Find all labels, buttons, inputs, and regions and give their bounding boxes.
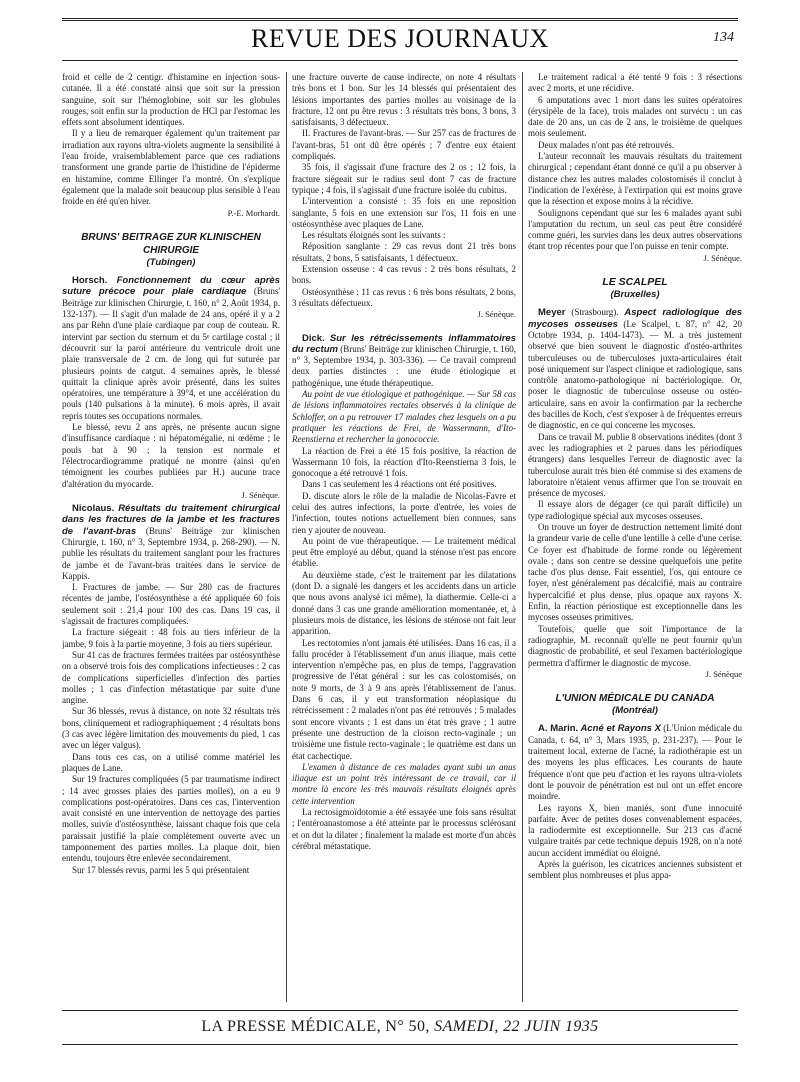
author-signature: J. Sénèque. <box>703 252 742 263</box>
paragraph: Soulignons cependant que sur les 6 malades ayant subi l'amputation du rectum, un seul cas peut être considéré comme guéri, les survies dans les deux autres observations étant trop récentes pour que l'on puisse en tenir compte. <box>528 207 742 252</box>
paragraph: Au point de vue étiologique et pathogénique. — Sur 58 cas de lésions inflammatoires rectales observés à la clinique de Schloffer, on a pu retrouver 17 malades chez lesquels on a pu pratiquer les réactions de Frei, de Wassermann, d'Ito-Reenstierna et rechercher la gonococcie. <box>292 389 516 445</box>
author-signature: J. Sénèque. <box>241 489 280 500</box>
paragraph: Il essaye alors de dégager (ce qui paraît difficile) un type radiologique spécial aux mycoses osseuses. <box>528 499 742 521</box>
paragraph: Après la guérison, les cicatrices anciennes subsistent et semblent plus nombreuses et plus appa- <box>528 859 742 881</box>
paragraph: Les rayons X, bien maniés, sont d'une innocuité parfaite. Avec de petites doses convenablement espacées, la radiodermite est exceptionnelle. Sur 213 cas d'acné vulgaire traités par cette technique depuis 1928, on n'a noté aucun accident immédiat ou éloigné. <box>528 802 742 858</box>
paragraph: Extension osseuse : 4 cas revus : 2 très bons résultats, 2 bons. <box>292 264 516 286</box>
article-author: Meyer <box>538 307 566 319</box>
paragraph: Sur 19 fractures compliquées (5 par traumatisme indirect ; 14 avec grosses plaies des parties molles), on a eu 9 complications post-opératoires. Dans ces cas, l'intervention avait consisté en une intervention de nettoyage des parties molles, suivie d'ostéosynthèse, laissant chaque fois que cela paraissait justifié la plaie complètement ouverte avec un tamponnement des parties molles. La plaque doit, bien entendu, toujours être enlevée secondairement. <box>62 774 280 864</box>
paragraph: une fracture ouverte de cause indirecte, on note 4 résultats très bons et 1 bon. Sur les 14 blessés qui présentaient des lésions importantes des parties molles au voisinage de la fracture, 12 ont pu être revus : 3 résultats très bons, 3 bons, 3 satisfaisants, 3 défectueux. <box>292 72 516 128</box>
journal-section-city: (Bruxelles) <box>610 289 660 301</box>
paragraph: Dans ce travail M. publie 8 observations inédites (dont 3 avec les radiographies et 2 parues dans les périodiques étrangers) dans lesquelles l'erreur de diagnostic avec la tuberculose aurait très bien été commise si des examens de laboratoire n'étaient venus affirmer que l'on se trouvait en présence de mycoses. <box>528 431 742 499</box>
article-author: Nicolaus. <box>72 503 115 515</box>
paragraph: L'examen à distance de ces malades ayant subi un anus iliaque est un point très intéressant de ce travail, car il montre là encore les très mauvais résultats éloignés après cette intervention <box>292 761 516 806</box>
article-entry <box>62 503 280 582</box>
article-author: Dick. <box>302 332 325 344</box>
paragraph: Sur 41 cas de fractures fermées traitées par ostéosynthèse on a observé trois fois des complications infectieuses : 2 cas de complications superficielles d'infection des parties molles ; 1 cas d'infection métastatique par suite d'une angine. <box>62 649 280 706</box>
article-title: Sur les rétrécissements inflammatoires du rectum <box>292 332 516 355</box>
paragraph: L'auteur reconnaît les mauvais résultats du traitement chirurgical ; cependant étant donné ce qu'il a pu observer à distance chez les autres malades colostomisés il conclut à l'indication de l'exérèse, à l'extirpation qui est moins grave que la résection et expose moins à la récidive. <box>528 151 742 207</box>
paragraph: La rectosigmoïdotomie a été essayée une fois sans résultat ; l'entéroanastomose a été atteinte par le processus sclérosant et on dut la dilater ; finalement la malade est morte d'un abcès cérébral métastatique. <box>292 807 516 851</box>
journal-section-city: (Tubingen) <box>146 256 196 268</box>
paragraph: Dans tous ces cas, on a utilisé comme matériel les plaques de Lane. <box>62 751 280 773</box>
paragraph: Le traitement radical a été tenté 9 fois : 3 résections avec 2 morts, et une récidive. <box>528 72 742 94</box>
paragraph: Réposition sanglante : 29 cas revus dont 21 très bons résultats, 2 bons, 5 satisfaisants, 1 défectueux. <box>292 241 516 263</box>
page-number: 134 <box>713 30 734 45</box>
journal-section-title: BRUNS' BEITRAGE ZUR KLINISCHEN CHIRURGIE <box>81 231 261 256</box>
paragraph: I. Fractures de jambe. — Sur 280 cas de fractures récentes de jambe, l'ostéosynthèse a été appliquée 60 fois seulement soit : 21,4 pour 100 des cas. Dans 19 cas, il s'agissait de fractures compliquées. <box>62 582 280 627</box>
author-signature: J. Sénèque <box>705 668 742 679</box>
paragraph: Les résultats éloignés sont les suivants : <box>302 230 446 241</box>
article-reference: (Le Scalpel, t. 87, n° 42, 20 Octobre 1934, p. 1404-1473). — M. a très justement observé que bien souvent le diagnostic d'ostéo-arthrites tuberculeuses ou de tuberculoses juxta-articulaires était posé uniquement sur l'aspect clinique et radiologique, sans contrôle anatomo-pathologique ni bactériologique. Or, poser le diagnostic de tuberculose osseuse ou ostéo-articulaire, sans en avoir la confirmation par la recherche des bacilles de Koch, c'est s'exposer à de fréquentes erreurs de diagnostic, en ce qui concerne les mycoses. <box>528 318 742 431</box>
paragraph: froid et celle de 2 centigr. d'histamine en injection sous-cutanée. Il a été constaté ainsi que soit sur la pression sanguine, soit sur l'hémoglobine, soit sur les globules rouges, soit enfin sur la production de HCl par l'estomac les effets sont absolument identiques. <box>62 72 280 128</box>
author-signature: J. Sénèque. <box>477 309 516 320</box>
article-reference: (Bruns' Beiträge zur klinischen Chirurgie, t. 160, n° 3, Septembre 1934, p. 268-290). — N. publie les résultats du traitement sanglant pour les fractures de jambe et de l'avant-bras traitées dans le service de Kappis. <box>62 525 280 581</box>
paragraph: L'intervention a consisté : 35 fois en une reposition sanglante, 5 fois en une extension sur l'os, 11 fois en une ostéosynthèse avec plaques de Lane. <box>292 196 516 229</box>
article-title: Fonctionnement du cœur après suture précoce pour plaie cardiaque <box>62 275 280 298</box>
column-1 <box>62 72 280 1002</box>
journal-section-city: (Montréal) <box>612 705 658 717</box>
article-title: Aspect radiologique des mycoses osseuses <box>528 307 742 330</box>
paragraph: Le blessé, revu 2 ans après, ne présente aucun signe d'insuffisance cardiaque : ni hépatomégalie, ni œdème ; le pouls bat à 90 ; la tension est normale et l'électrocardiogramme pratiqué ne montre (ainsi qu'en témoignent les courbes publiées par H.) aucune trace d'altération du myocarde. <box>62 422 280 489</box>
footer-bottom-rule <box>62 1044 738 1045</box>
footer-date: SAMEDI, 22 JUIN 1935 <box>434 1018 599 1035</box>
header-bottom-rule <box>62 60 738 61</box>
paragraph: 35 fois, il s'agissait d'une fracture des 2 os ; 12 fois, la fracture siégeait sur le radius seul dont 7 cas de fracture typique ; 4 fois, il s'agissait d'une fracture isolée du cubitus. <box>292 162 516 195</box>
article-reference: (Bruns' Beiträge zur klinischen Chirurgie, t. 160, n° 3, Septembre 1934, p. 303-336). — Ce travail comprend deux parties distinctes : une étude étiologique et pathogénique, une étude thérapeutique. <box>292 343 516 388</box>
paragraph: D. discute alors le rôle de la maladie de Nicolas-Favre et celui des autres infections, la porte d'entrée, les voies de l'infection, toutes notions actuellement bien connues, sans rien y ajouter de nouveau. <box>292 490 516 535</box>
paragraph: Au point de vue thérapeutique. — Le traitement médical peut être employé au début, quand la sténose n'est pas encore établie. <box>292 535 516 569</box>
paragraph: Sur 17 blessés revus, parmi les 5 qui présentaient <box>72 864 250 875</box>
paragraph: II. Fractures de l'avant-bras. — Sur 257 cas de fractures de l'avant-bras, 51 ont dû être opérés ; 7 d'entre eux étaient compliqués. <box>292 128 516 162</box>
running-title: REVUE DES JOURNAUX <box>251 24 549 53</box>
paragraph: La réaction de Frei a été 15 fois positive, la réaction de Wassermann 10 fois, la réaction d'Ito-Reenstierna 3 fois, le gonocoque a été retrouvé 1 fois. <box>292 445 516 479</box>
article-reference: (L'Union médicale du Canada, t. 64, n° 3, Mars 1935, p. 231-237). — Pour le traitement local, externe de l'acné, la radiothérapie est un des moyens les plus efficaces. Les courants de haute fréquence n'ont que peu d'action et les rayons ultra-violets dont le pouvoir de pénétration est nul ont un effet encore moindre. <box>528 723 742 802</box>
footer-journal: LA PRESSE MÉDICALE, N° 50, <box>201 1018 430 1035</box>
paragraph: Toutefois, quelle que soit l'importance de la radiographie, M. reconnaît qu'elle ne peut fournir qu'un diagnostic de probabilité, et seul l'examen bactériologique permettra d'affirmer le diagnostic de mycose. <box>528 623 742 668</box>
article-reference: (Bruns' Beiträge zur klinischen Chirurgie, t. 160, n° 2, Août 1934, p. 132-137). — Il s'agit d'un malade de 24 ans, opéré il y a 2 ans par Rehn d'une plaie cardiaque par coup de couteau. R. intervint par section du sternum et du 5ᵉ cartilage costal ; il découvrit sur la paroi antérieure du ventricule droit une plaie transversale de 2 cm. de long qui fut suturée par plusieurs points de catgut. 4 semaines après, le blessé quittait la clinique après avoir présenté, dans les suites opératoires, une température à 39°4, et une accélération du pouls (140 pulsations à la minute). 6 mois après, il avait repris toutes ses occupations normales. <box>62 286 280 421</box>
article-entry <box>292 333 516 389</box>
footer-line <box>62 1014 738 1040</box>
paragraph: Deux malades n'ont pas été retrouvés. <box>538 139 675 150</box>
article-author: A. Marin. <box>538 723 579 735</box>
article-title: Acné et Rayons X <box>580 723 661 735</box>
paragraph: Il y a lieu de remarquer également qu'un traitement par irradiation aux rayons ultra-violets augmente la sensibilité à l'eau froide, vraisemblablement parce que ces radiations transforment une grande partie de l'histidine de l'épiderme en histamine, comme Ellinger l'a montré. On s'explique également que la malade soit beaucoup plus sensible à l'eau froide en été qu'en hiver. <box>62 128 280 207</box>
journal-section-title: L'UNION MÉDICALE DU CANADA <box>555 693 715 705</box>
paragraph: La fracture siégeait : 48 fois au tiers inférieur de la jambe, 9 fois à la partie moyenne, 3 fois au tiers supérieur. <box>62 627 280 649</box>
article-entry <box>528 723 742 802</box>
article-entry <box>528 307 742 431</box>
article-title: Résultats du traitement chirurgical dans les fractures de la jambe et les fractures de l'avant-bras <box>62 503 280 537</box>
article-entry <box>62 275 280 422</box>
header-top-rule <box>62 18 738 21</box>
footer-top-rule <box>62 1010 738 1011</box>
paragraph: Au deuxième stade, c'est le traitement par les dilatations (dont D. a signalé les dangers et les accidents dans un article que nous avons analysé ici même), la diathermie. Celle-ci a donné dans 3 cas une grande amélioration momentanée, et, à plusieurs mois de distance, les lésions de sténose ont fait leur apparition. <box>292 569 516 637</box>
paragraph: Ostéosynthèse : 11 cas revus : 6 très bons résultats, 2 bons, 3 résultats défectueux. <box>292 286 516 308</box>
paragraph: Dans 1 cas seulement les 4 réactions ont été positives. <box>302 479 497 490</box>
column-separator <box>522 72 523 1002</box>
paragraph: Sur 36 blessés, revus à distance, on note 32 résultats très bons, cliniquement et radiographiquement ; 4 résultats bons (3 cas avec légère limitation des mouvements du pied, 1 cas avec un léger valgus). <box>62 706 280 751</box>
column-2 <box>292 72 516 1002</box>
paragraph: Les rectotomies n'ont jamais été utilisées. Dans 16 cas, il a fallu procéder à l'établissement d'un anus iliaque, mais cette intervention n'empêche pas, en plus de temps, l'aggravation progressive de l'état général : sur les cas colostomisés, on note 9 morts, de 3 à 9 ans après l'établissement de l'anus. Dans 6 cas, il y eut transformation néoplasique du rétrécissement : 2 malades n'ont pas été retrouvés ; 5 malades sont encore vivants ; 1 est dans un état très grave ; 1 autre présente une destruction de la cloison recto-vaginale ; un troisième une fistule recto-vaginale ; le quatrième est dans un état cachectique. <box>292 637 516 761</box>
article-author-place: (Strasbourg). <box>571 307 619 318</box>
paragraph: On trouve un foyer de destruction nettement limité dont la grandeur varie de celle d'une lentille à celle d'une cerise. Ce foyer est d'habitude de forme ronde ou légèrement ovale ; dans son centre se dessine quelquefois une petite tache d'os plus dense. Fait essentiel, l'os, qui entoure ce foyer, n'est généralement pas décalcifié, mais au contraire hypercalcifié et plus dense, plus opaque aux rayons X. Enfin, la réaction périostique est exceptionnelle dans les mycoses osseuses primitives. <box>528 521 742 623</box>
column-3 <box>528 72 742 1002</box>
article-author: Horsch. <box>72 275 108 287</box>
column-separator <box>286 72 287 1002</box>
journal-section-title: LE SCALPEL <box>602 276 668 289</box>
paragraph: 6 amputations avec 1 mort dans les suites opératoires (érysipèle de la face), trois malades ont survécu : un cas date de 20 ans, un cas de 2 ans, le troisième de quelques mois seulement. <box>528 94 742 139</box>
author-signature: P.-E. Morhardt. <box>227 207 280 218</box>
